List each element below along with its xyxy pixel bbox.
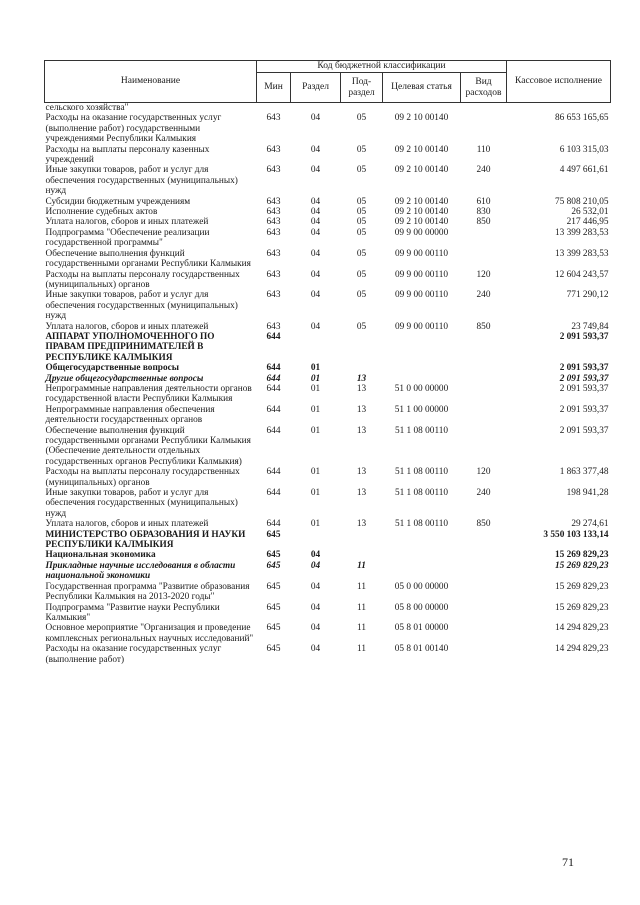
cell-amount: 26 532,01 bbox=[571, 207, 609, 218]
cell-name: Расходы на оказание государственных услуг (выполнение работ) государственными учреждениями Республики Калмыкия bbox=[45, 113, 222, 145]
cell-min: 644 bbox=[266, 404, 281, 415]
cell-min: 644 bbox=[266, 467, 281, 478]
cell-celevaya: 05 8 01 00140 bbox=[394, 644, 449, 655]
cell-razdel: 04 bbox=[310, 269, 321, 280]
cell-vid bbox=[461, 249, 507, 270]
cell-razdel: 04 bbox=[310, 248, 321, 259]
header-celevaya: Целевая статья bbox=[383, 73, 461, 103]
cell-min: 643 bbox=[266, 248, 281, 259]
cell-vid bbox=[461, 405, 507, 426]
cell-vid bbox=[461, 603, 507, 624]
cell-celevaya: 09 2 10 00140 bbox=[394, 165, 449, 176]
cell-amount: 15 269 829,23 bbox=[555, 550, 609, 561]
cell-razdel: 04 bbox=[310, 290, 321, 301]
table-row bbox=[45, 113, 611, 144]
cell-amount: 2 091 593,37 bbox=[559, 373, 609, 384]
cell-razdel: 04 bbox=[310, 217, 321, 228]
cell-celevaya bbox=[383, 530, 461, 551]
cell-amount: 29 274,61 bbox=[571, 519, 609, 530]
cell-razdel bbox=[291, 530, 341, 551]
cell-razdel: 01 bbox=[310, 383, 321, 394]
table-row bbox=[45, 603, 611, 624]
cell-name: сельского хозяйства" bbox=[45, 103, 129, 113]
cell-amount: 12 604 243,57 bbox=[555, 269, 609, 280]
cell-vid bbox=[461, 561, 507, 582]
cell-celevaya: 51 0 00 00000 bbox=[394, 383, 449, 394]
cell-name: Исполнение судебных актов bbox=[45, 207, 158, 218]
cell-razdel: 04 bbox=[310, 196, 321, 207]
table-row bbox=[45, 290, 611, 321]
cell-min: 644 bbox=[266, 363, 281, 374]
cell-vid: 850 bbox=[476, 519, 491, 530]
cell-vid: 830 bbox=[476, 207, 491, 218]
cell-vid bbox=[461, 363, 507, 373]
cell-celevaya: 51 1 08 00110 bbox=[394, 488, 449, 499]
cell-name: Субсидии бюджетным учреждениям bbox=[45, 196, 191, 207]
cell-razdel: 01 bbox=[310, 373, 321, 384]
cell-podrazdel bbox=[341, 103, 383, 114]
header-code-group: Код бюджетной классификации bbox=[257, 61, 507, 73]
cell-razdel: 01 bbox=[310, 425, 321, 436]
cell-vid: 120 bbox=[476, 269, 491, 280]
table-row bbox=[45, 332, 611, 363]
cell-name: Иные закупки товаров, работ и услуг для обеспечения государственных (муниципальных) нужд bbox=[45, 290, 238, 322]
cell-amount: 15 269 829,23 bbox=[555, 560, 609, 571]
table-row bbox=[45, 561, 611, 582]
cell-celevaya: 09 2 10 00140 bbox=[394, 196, 449, 207]
table-row bbox=[45, 519, 611, 529]
cell-vid bbox=[461, 530, 507, 551]
cell-name: Обеспечение выполнения функций государственными органами Республики Калмыкия (Обеспечение деятельности отдельных государственных органов Республики Калмыкия) bbox=[45, 425, 251, 467]
cell-min: 643 bbox=[266, 165, 281, 176]
cell-name: Иные закупки товаров, работ и услуг для обеспечения государственных (муниципальных) нужд bbox=[45, 165, 238, 197]
cell-celevaya: 09 2 10 00140 bbox=[394, 217, 449, 228]
cell-vid: 610 bbox=[476, 196, 491, 207]
cell-name: АППАРАТ УПОЛНОМОЧЕННОГО ПО ПРАВАМ ПРЕДПРИНИМАТЕЛЕЙ В РЕСПУБЛИКЕ КАЛМЫКИЯ bbox=[45, 331, 215, 363]
cell-celevaya: 51 1 08 00110 bbox=[394, 425, 449, 436]
cell-amount: 13 399 283,53 bbox=[555, 227, 609, 238]
cell-celevaya bbox=[383, 332, 461, 363]
table-row bbox=[45, 384, 611, 405]
cell-name: Государственная программа "Развитие образования Республики Калмыкия на 2013-2020 годы" bbox=[45, 581, 250, 603]
cell-name: Иные закупки товаров, работ и услуг для обеспечения государственных (муниципальных) нужд bbox=[45, 488, 238, 519]
cell-amount: 2 091 593,37 bbox=[559, 383, 609, 394]
cell-name: Уплата налогов, сборов и иных платежей bbox=[45, 519, 209, 530]
cell-vid: 240 bbox=[476, 290, 491, 301]
cell-name: Национальная экономика bbox=[45, 550, 156, 561]
cell-podrazdel bbox=[341, 332, 383, 363]
cell-celevaya: 05 0 00 00000 bbox=[394, 581, 449, 592]
cell-podrazdel: 05 bbox=[356, 196, 367, 207]
cell-vid bbox=[461, 113, 507, 144]
cell-name: Другие общегосударственные вопросы bbox=[45, 373, 204, 384]
cell-vid bbox=[461, 103, 507, 114]
cell-amount: 217 446,95 bbox=[566, 217, 609, 228]
cell-celevaya: 09 9 00 00110 bbox=[394, 290, 449, 301]
cell-podrazdel: 13 bbox=[356, 488, 367, 499]
table-row bbox=[45, 530, 611, 551]
cell-podrazdel: 05 bbox=[356, 113, 367, 124]
cell-razdel: 01 bbox=[310, 363, 321, 374]
table-row bbox=[45, 582, 611, 603]
cell-razdel: 01 bbox=[310, 488, 321, 499]
cell-min: 644 bbox=[266, 425, 281, 436]
cell-min: 645 bbox=[266, 644, 281, 655]
cell-celevaya: 51 1 00 00000 bbox=[394, 404, 449, 415]
cell-amount: 1 863 377,48 bbox=[559, 467, 609, 478]
cell-celevaya bbox=[383, 374, 461, 384]
table-row bbox=[45, 207, 611, 217]
cell-podrazdel: 05 bbox=[356, 207, 367, 218]
table-row bbox=[45, 217, 611, 227]
cell-amount: 2 091 593,37 bbox=[559, 363, 609, 374]
table-row bbox=[45, 644, 611, 665]
cell-min: 645 bbox=[266, 581, 281, 592]
cell-podrazdel: 05 bbox=[356, 144, 367, 155]
cell-vid: 110 bbox=[476, 144, 491, 155]
cell-podrazdel: 13 bbox=[356, 467, 367, 478]
cell-amount: 3 550 103 133,14 bbox=[543, 529, 609, 540]
cell-name: Расходы на выплаты персоналу государственных (муниципальных) органов bbox=[45, 467, 240, 488]
cell-celevaya: 09 2 10 00140 bbox=[394, 113, 449, 124]
cell-amount: 771 290,12 bbox=[566, 290, 609, 301]
cell-razdel: 01 bbox=[310, 519, 321, 530]
cell-name: Общегосударственные вопросы bbox=[45, 363, 180, 374]
header-podrazdel: Под-раздел bbox=[341, 73, 383, 103]
table-row bbox=[45, 374, 611, 384]
cell-razdel: 04 bbox=[310, 560, 321, 571]
page-number: 71 bbox=[562, 855, 574, 869]
cell-vid: 120 bbox=[476, 467, 491, 478]
table-row bbox=[45, 488, 611, 519]
cell-vid bbox=[461, 582, 507, 603]
cell-name: Непрограммные направления обеспечения деятельности государственных органов bbox=[45, 404, 215, 426]
cell-min: 645 bbox=[266, 623, 281, 634]
cell-min: 643 bbox=[266, 227, 281, 238]
cell-celevaya bbox=[383, 561, 461, 582]
header-min: Мин bbox=[257, 73, 291, 103]
cell-min: 645 bbox=[266, 550, 281, 561]
cell-razdel: 04 bbox=[310, 144, 321, 155]
cell-amount: 13 399 283,53 bbox=[555, 248, 609, 259]
cell-amount: 75 808 210,05 bbox=[555, 196, 609, 207]
cell-name: Расходы на выплаты персоналу государственных (муниципальных) органов bbox=[45, 269, 240, 290]
cell-podrazdel: 05 bbox=[356, 227, 367, 238]
cell-amount: 2 091 593,37 bbox=[559, 404, 609, 415]
cell-name: Обеспечение выполнения функций государственными органами Республики Калмыкия bbox=[45, 248, 251, 270]
cell-name: МИНИСТЕРСТВО ОБРАЗОВАНИЯ И НАУКИ РЕСПУБЛИКИ КАЛМЫКИЯ bbox=[45, 529, 246, 551]
cell-razdel: 04 bbox=[310, 227, 321, 238]
cell-celevaya: 09 9 00 00000 bbox=[394, 227, 449, 238]
cell-min: 645 bbox=[266, 529, 281, 540]
cell-podrazdel: 05 bbox=[356, 269, 367, 280]
cell-vid bbox=[461, 228, 507, 249]
cell-celevaya bbox=[383, 363, 461, 373]
cell-name: Подпрограмма "Развитие науки Республики Калмыкия" bbox=[45, 602, 220, 623]
cell-min: 643 bbox=[266, 207, 281, 218]
cell-celevaya: 09 9 00 00110 bbox=[394, 269, 449, 280]
cell-podrazdel: 13 bbox=[356, 373, 367, 384]
cell-celevaya bbox=[383, 103, 461, 114]
cell-podrazdel: 05 bbox=[356, 248, 367, 259]
cell-podrazdel: 05 bbox=[356, 321, 367, 332]
cell-celevaya: 09 9 00 00110 bbox=[394, 248, 449, 259]
table-row bbox=[45, 426, 611, 468]
cell-min: 643 bbox=[266, 196, 281, 207]
table-row bbox=[45, 623, 611, 644]
cell-razdel: 04 bbox=[310, 602, 321, 613]
cell-min: 644 bbox=[266, 383, 281, 394]
cell-min: 643 bbox=[266, 269, 281, 280]
cell-name: Подпрограмма "Обеспечение реализации государственной программы" bbox=[45, 227, 210, 249]
cell-celevaya: 05 8 00 00000 bbox=[394, 602, 449, 613]
cell-min: 644 bbox=[266, 331, 281, 342]
cell-min: 643 bbox=[266, 144, 281, 155]
table-row bbox=[45, 145, 611, 166]
cell-amount: 23 749,84 bbox=[571, 321, 609, 332]
cell-min: 643 bbox=[266, 217, 281, 228]
cell-razdel: 04 bbox=[310, 113, 321, 124]
header-razdel: Раздел bbox=[291, 73, 341, 103]
table-row bbox=[45, 197, 611, 207]
cell-amount bbox=[507, 103, 611, 114]
cell-min: 645 bbox=[266, 560, 281, 571]
table-row bbox=[45, 103, 611, 114]
table-row bbox=[45, 405, 611, 426]
cell-podrazdel: 05 bbox=[356, 165, 367, 176]
cell-razdel: 04 bbox=[310, 550, 321, 561]
cell-podrazdel: 11 bbox=[357, 560, 366, 571]
cell-vid bbox=[461, 623, 507, 644]
table-row bbox=[45, 165, 611, 196]
cell-amount: 6 103 315,03 bbox=[559, 144, 609, 155]
cell-razdel: 04 bbox=[310, 581, 321, 592]
table-row bbox=[45, 467, 611, 488]
cell-podrazdel: 13 bbox=[356, 425, 367, 436]
header-kassovoe: Кассовое исполнение bbox=[507, 61, 611, 103]
cell-name: Расходы на выплаты персоналу казенных учреждений bbox=[45, 144, 210, 166]
cell-amount: 86 653 165,65 bbox=[555, 113, 609, 124]
cell-amount: 15 269 829,23 bbox=[555, 581, 609, 592]
cell-amount: 4 497 661,61 bbox=[559, 165, 609, 176]
cell-name: Расходы на оказание государственных услуг (выполнение работ) bbox=[45, 644, 222, 665]
cell-vid bbox=[461, 332, 507, 363]
cell-amount: 2 091 593,37 bbox=[559, 425, 609, 436]
cell-min: 644 bbox=[266, 519, 281, 530]
table-row bbox=[45, 270, 611, 291]
cell-amount: 198 941,28 bbox=[566, 488, 609, 499]
table-row bbox=[45, 550, 611, 560]
cell-podrazdel: 11 bbox=[357, 581, 366, 592]
table-row bbox=[45, 363, 611, 373]
cell-min: 643 bbox=[266, 321, 281, 332]
cell-podrazdel: 11 bbox=[357, 602, 366, 613]
cell-podrazdel: 13 bbox=[356, 404, 367, 415]
cell-razdel bbox=[291, 103, 341, 114]
cell-celevaya: 09 2 10 00140 bbox=[394, 207, 449, 218]
cell-vid bbox=[461, 550, 507, 560]
cell-podrazdel: 13 bbox=[356, 383, 367, 394]
cell-vid bbox=[461, 426, 507, 468]
cell-podrazdel: 13 bbox=[356, 519, 367, 530]
cell-min: 644 bbox=[266, 373, 281, 384]
cell-podrazdel bbox=[341, 363, 383, 373]
cell-min: 643 bbox=[266, 290, 281, 301]
table-header bbox=[45, 61, 611, 103]
cell-vid: 240 bbox=[476, 165, 491, 176]
cell-min: 645 bbox=[266, 602, 281, 613]
table-row bbox=[45, 228, 611, 249]
cell-name: Основное мероприятие "Организация и проведение комплексных региональных научных исследований" bbox=[45, 623, 254, 644]
cell-razdel bbox=[291, 332, 341, 363]
cell-celevaya bbox=[383, 550, 461, 560]
cell-celevaya: 51 1 08 00110 bbox=[394, 467, 449, 478]
table-row bbox=[45, 249, 611, 270]
cell-min: 643 bbox=[266, 113, 281, 124]
cell-razdel: 04 bbox=[310, 321, 321, 332]
cell-celevaya: 05 8 01 00000 bbox=[394, 623, 449, 634]
cell-razdel: 04 bbox=[310, 623, 321, 634]
cell-min bbox=[257, 103, 291, 114]
cell-razdel: 01 bbox=[310, 404, 321, 415]
table-body bbox=[45, 103, 611, 665]
cell-razdel: 04 bbox=[310, 165, 321, 176]
cell-amount: 15 269 829,23 bbox=[555, 602, 609, 613]
cell-celevaya: 09 2 10 00140 bbox=[394, 144, 449, 155]
cell-celevaya: 51 1 08 00110 bbox=[394, 519, 449, 530]
cell-podrazdel bbox=[341, 530, 383, 551]
cell-celevaya: 09 9 00 00110 bbox=[394, 321, 449, 332]
cell-name: Непрограммные направления деятельности органов государственной власти Республики Калмыкия bbox=[45, 383, 252, 405]
cell-podrazdel: 05 bbox=[356, 217, 367, 228]
cell-amount: 2 091 593,37 bbox=[559, 331, 609, 342]
cell-razdel: 01 bbox=[310, 467, 321, 478]
cell-vid: 850 bbox=[476, 321, 491, 332]
cell-podrazdel: 05 bbox=[356, 290, 367, 301]
cell-vid bbox=[461, 374, 507, 384]
header-name: Наименование bbox=[45, 61, 257, 103]
cell-razdel: 04 bbox=[310, 207, 321, 218]
cell-name: Уплата налогов, сборов и иных платежей bbox=[45, 321, 209, 332]
cell-podrazdel bbox=[341, 550, 383, 560]
cell-amount: 14 294 829,23 bbox=[555, 623, 609, 634]
cell-vid: 850 bbox=[476, 217, 491, 228]
budget-table bbox=[44, 60, 611, 665]
cell-podrazdel: 11 bbox=[357, 644, 366, 655]
cell-vid bbox=[461, 644, 507, 665]
cell-vid: 240 bbox=[476, 488, 491, 499]
cell-podrazdel: 11 bbox=[357, 623, 366, 634]
cell-vid bbox=[461, 384, 507, 405]
table-row bbox=[45, 322, 611, 332]
cell-min: 644 bbox=[266, 488, 281, 499]
cell-amount: 14 294 829,23 bbox=[555, 644, 609, 655]
header-vid: Вид расходов bbox=[461, 73, 507, 103]
cell-name: Уплата налогов, сборов и иных платежей bbox=[45, 217, 209, 228]
cell-name: Прикладные научные исследования в области национальной экономики bbox=[45, 560, 236, 582]
cell-razdel: 04 bbox=[310, 644, 321, 655]
